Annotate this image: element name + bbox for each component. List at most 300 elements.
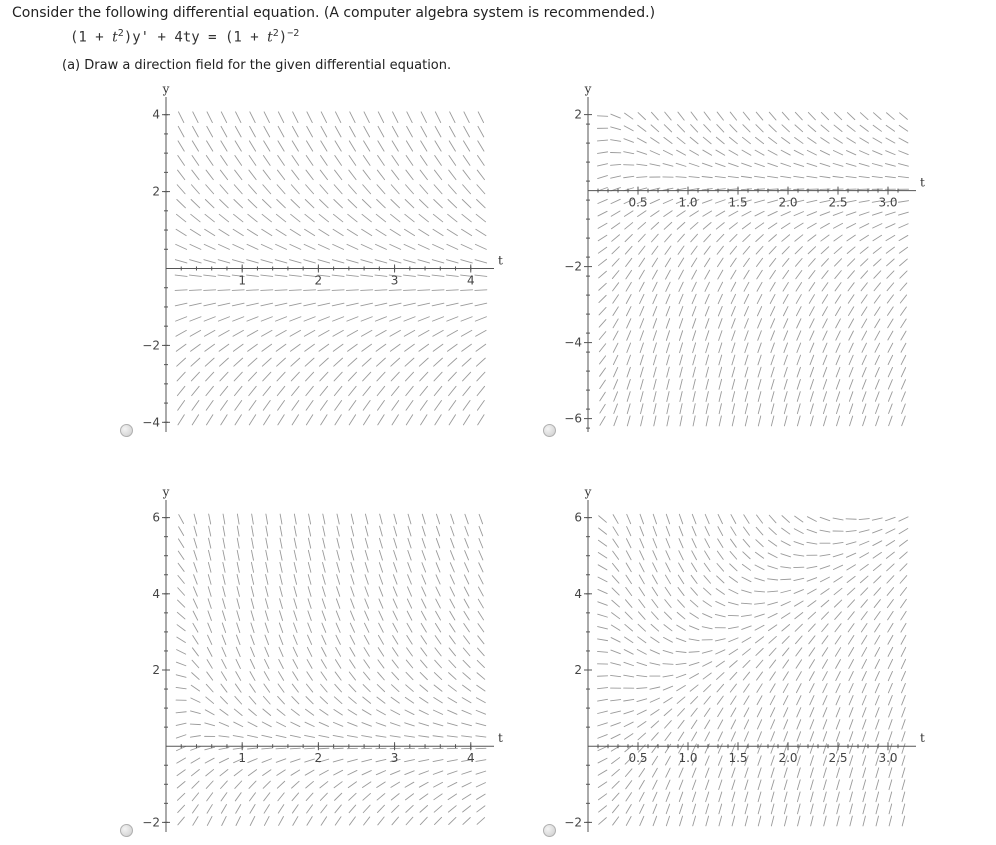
- slope-segment: [599, 320, 606, 328]
- slope-segment: [745, 319, 749, 329]
- slope-segment: [407, 611, 412, 620]
- slope-segment: [191, 747, 201, 751]
- slope-segment: [306, 386, 314, 395]
- slope-segment: [597, 152, 607, 154]
- slope-segment: [375, 317, 386, 321]
- slope-segment: [637, 164, 647, 165]
- slope-segment: [755, 603, 765, 604]
- option-a-plot: [142, 82, 503, 440]
- slope-segment: [730, 112, 736, 120]
- slope-segment: [279, 647, 283, 656]
- slope-segment: [730, 551, 737, 559]
- slope-segment: [598, 553, 607, 559]
- slope-segment: [637, 138, 646, 143]
- slope-segment: [850, 816, 852, 826]
- slope-segment: [823, 404, 826, 414]
- slope-segment: [850, 804, 853, 814]
- slope-segment: [807, 200, 817, 202]
- slope-segment: [849, 671, 853, 680]
- slope-segment: [192, 648, 198, 656]
- slope-segment: [862, 647, 867, 656]
- slope-segment: [263, 770, 271, 776]
- slope-segment: [718, 306, 722, 315]
- slope-segment: [349, 805, 356, 813]
- slope-segment: [464, 599, 469, 608]
- slope-segment: [613, 295, 619, 303]
- slope-segment: [337, 575, 340, 585]
- slope-segment: [293, 112, 298, 123]
- slope-segment: [190, 229, 200, 235]
- slope-segment: [235, 793, 241, 801]
- slope-segment: [717, 673, 724, 680]
- slope-segment: [265, 647, 269, 656]
- slope-segment: [377, 782, 386, 787]
- slope-segment: [639, 258, 645, 267]
- slope-segment: [264, 415, 270, 425]
- slope-segment: [771, 732, 775, 741]
- slope-segment: [598, 565, 607, 570]
- slope-segment: [176, 330, 186, 336]
- slope-segment: [850, 744, 853, 754]
- slope-segment: [304, 260, 316, 263]
- slope-segment: [651, 624, 659, 631]
- slope-segment: [887, 599, 893, 607]
- slope-segment: [652, 768, 657, 777]
- slope-segment: [732, 367, 735, 377]
- slope-segment: [237, 574, 239, 584]
- slope-segment: [598, 602, 608, 606]
- slope-segment: [463, 660, 470, 667]
- slope-segment: [265, 611, 268, 621]
- slope-segment: [192, 141, 198, 151]
- slope-segment: [809, 648, 815, 656]
- slope-segment: [624, 662, 634, 665]
- slope-segment: [650, 687, 660, 689]
- slope-segment: [653, 294, 657, 303]
- slope-segment: [693, 804, 696, 814]
- slope-segment: [873, 224, 882, 228]
- slope-segment: [757, 270, 763, 279]
- x-tick-label: 0.5: [628, 195, 648, 210]
- slope-segment: [745, 404, 747, 414]
- slope-segment: [321, 684, 328, 692]
- slope-segment: [436, 551, 440, 560]
- slope-segment: [461, 303, 473, 306]
- slope-segment: [771, 343, 775, 353]
- slope-segment: [308, 599, 311, 609]
- slope-segment: [294, 550, 296, 560]
- slope-segment: [612, 563, 618, 571]
- slope-segment: [434, 185, 442, 194]
- slope-segment: [887, 271, 894, 278]
- slope-segment: [391, 771, 400, 775]
- slope-segment: [419, 344, 429, 351]
- slope-segment: [836, 367, 840, 377]
- slope-segment: [219, 344, 229, 351]
- slope-segment: [307, 660, 312, 669]
- slope-segment: [715, 176, 725, 177]
- slope-segment: [392, 672, 399, 680]
- slope-segment: [820, 577, 829, 582]
- slope-segment: [797, 392, 800, 402]
- slope-segment: [862, 683, 866, 692]
- slope-segment: [666, 816, 669, 826]
- slope-segment: [807, 589, 816, 594]
- slope-segment: [334, 697, 342, 704]
- slope-segment: [449, 673, 456, 680]
- slope-segment: [640, 294, 644, 303]
- slope-segment: [378, 126, 384, 137]
- slope-segment: [278, 400, 285, 410]
- slope-segment: [850, 756, 853, 766]
- option-a-radio[interactable]: [120, 424, 133, 437]
- slope-segment: [177, 372, 185, 381]
- slope-segment: [677, 625, 686, 630]
- slope-segment: [234, 358, 243, 366]
- slope-segment: [889, 792, 892, 802]
- slope-segment: [795, 235, 803, 241]
- slope-segment: [743, 649, 751, 655]
- slope-segment: [476, 330, 486, 336]
- slope-segment: [278, 141, 284, 151]
- slope-segment: [783, 672, 788, 681]
- slope-segment: [320, 793, 327, 800]
- slope-segment: [462, 783, 471, 787]
- slope-segment: [305, 735, 315, 737]
- slope-segment: [902, 695, 906, 704]
- slope-segment: [446, 303, 458, 306]
- slope-segment: [378, 648, 383, 657]
- slope-segment: [703, 673, 711, 679]
- slope-segment: [349, 793, 356, 800]
- slope-segment: [276, 344, 286, 351]
- slope-segment: [808, 612, 815, 619]
- slope-segment: [886, 138, 895, 143]
- slope-segment: [889, 695, 893, 704]
- slope-segment: [220, 769, 228, 775]
- slope-segment: [237, 599, 240, 609]
- slope-segment: [275, 260, 287, 263]
- slope-segment: [189, 275, 201, 276]
- slope-segment: [834, 247, 842, 254]
- slope-segment: [758, 756, 761, 766]
- slope-segment: [664, 697, 673, 702]
- slope-segment: [835, 259, 842, 266]
- slope-segment: [771, 392, 774, 402]
- slope-segment: [335, 793, 342, 800]
- slope-segment: [770, 660, 776, 668]
- slope-segment: [808, 125, 816, 132]
- slope-segment: [377, 386, 385, 395]
- slope-segment: [834, 235, 842, 241]
- slope-segment: [678, 600, 685, 607]
- slope-segment: [729, 223, 737, 229]
- slope-segment: [262, 735, 272, 737]
- slope-segment: [391, 710, 400, 715]
- slope-segment: [475, 317, 486, 321]
- slope-segment: [692, 294, 696, 303]
- slope-segment: [279, 623, 282, 633]
- slope-segment: [679, 294, 683, 303]
- slope-segment: [450, 563, 454, 572]
- slope-segment: [599, 295, 606, 302]
- slope-segment: [306, 793, 313, 801]
- slope-segment: [390, 317, 401, 321]
- slope-segment: [771, 379, 774, 389]
- slope-segment: [420, 386, 428, 395]
- slope-segment: [289, 303, 301, 306]
- slope-segment: [320, 709, 328, 715]
- slope-segment: [193, 126, 199, 137]
- slope-segment: [392, 126, 398, 137]
- slope-segment: [611, 675, 621, 676]
- slope-segment: [824, 780, 827, 790]
- slope-segment: [757, 672, 763, 680]
- slope-segment: [666, 804, 669, 814]
- slope-segment: [308, 562, 311, 572]
- option-c-radio[interactable]: [120, 824, 133, 837]
- slope-segment: [233, 244, 244, 249]
- slope-segment: [781, 554, 791, 557]
- slope-segment: [624, 734, 632, 740]
- slope-segment: [597, 651, 607, 652]
- slope-segment: [637, 688, 647, 689]
- slope-segment: [704, 576, 711, 584]
- slope-segment: [875, 355, 879, 364]
- slope-segment: [640, 367, 643, 377]
- slope-segment: [703, 588, 710, 595]
- slope-segment: [667, 379, 669, 389]
- slope-segment: [689, 662, 699, 665]
- slope-segment: [176, 712, 186, 713]
- slope-segment: [888, 343, 893, 352]
- slope-segment: [464, 575, 468, 584]
- slope-segment: [653, 355, 656, 365]
- slope-segment: [205, 199, 214, 207]
- slope-segment: [663, 164, 673, 167]
- slope-segment: [419, 736, 429, 737]
- slope-segment: [334, 199, 343, 207]
- slope-segment: [337, 550, 340, 560]
- slope-segment: [758, 343, 761, 353]
- slope-segment: [797, 319, 801, 328]
- slope-segment: [886, 529, 895, 533]
- slope-segment: [612, 271, 619, 279]
- slope-segment: [207, 141, 213, 151]
- slope-segment: [206, 769, 214, 775]
- slope-segment: [221, 112, 226, 123]
- slope-segment: [860, 138, 869, 143]
- slope-segment: [704, 563, 710, 571]
- slope-segment: [221, 141, 227, 151]
- slope-segment: [421, 126, 427, 137]
- slope-segment: [448, 710, 457, 714]
- slope-segment: [479, 514, 482, 524]
- slope-segment: [637, 177, 647, 178]
- slope-segment: [420, 660, 427, 668]
- slope-segment: [266, 574, 268, 584]
- slope-segment: [732, 379, 735, 389]
- slope-segment: [758, 780, 761, 790]
- slope-segment: [783, 648, 789, 656]
- slope-segment: [679, 331, 682, 341]
- slope-segment: [679, 792, 682, 802]
- slope-segment: [346, 275, 358, 276]
- slope-segment: [742, 577, 751, 582]
- slope-segment: [742, 137, 750, 143]
- slope-segment: [194, 575, 198, 584]
- slope-segment: [873, 541, 882, 546]
- slope-segment: [782, 258, 788, 266]
- slope-segment: [796, 672, 801, 681]
- slope-segment: [293, 659, 298, 668]
- option-b-radio[interactable]: [543, 424, 556, 437]
- slope-segment: [420, 697, 428, 703]
- slope-segment: [862, 367, 866, 376]
- slope-segment: [219, 736, 229, 737]
- slope-segment: [691, 563, 696, 572]
- slope-segment: [784, 331, 788, 340]
- slope-segment: [770, 270, 776, 279]
- slope-segment: [641, 404, 644, 414]
- slope-segment: [898, 201, 908, 203]
- slope-segment: [348, 759, 358, 762]
- slope-segment: [290, 244, 301, 249]
- slope-segment: [264, 684, 270, 692]
- slope-segment: [205, 344, 215, 351]
- slope-segment: [703, 223, 711, 230]
- slope-segment: [433, 710, 442, 714]
- slope-segment: [795, 624, 802, 631]
- slope-segment: [205, 229, 215, 235]
- slope-segment: [666, 563, 671, 572]
- y-axis-label: y: [584, 82, 592, 96]
- slope-segment: [850, 416, 853, 426]
- slope-segment: [758, 416, 760, 426]
- slope-segment: [277, 722, 286, 727]
- slope-segment: [479, 526, 483, 535]
- slope-segment: [476, 358, 485, 366]
- slope-segment: [863, 804, 866, 814]
- slope-segment: [304, 317, 315, 321]
- slope-segment: [705, 306, 709, 316]
- slope-segment: [477, 386, 485, 395]
- slope-segment: [676, 177, 686, 178]
- slope-segment: [705, 756, 709, 765]
- y-tick-label: 4: [574, 586, 582, 601]
- x-tick-label: 4: [466, 273, 475, 288]
- slope-segment: [754, 189, 764, 190]
- slope-segment: [406, 805, 413, 812]
- slope-segment: [377, 710, 386, 715]
- slope-segment: [250, 684, 256, 692]
- slope-segment: [219, 758, 228, 762]
- slope-segment: [447, 344, 457, 351]
- slope-segment: [249, 141, 255, 151]
- slope-segment: [640, 331, 644, 341]
- slope-segment: [450, 611, 455, 620]
- slope-segment: [822, 295, 827, 304]
- slope-segment: [810, 780, 813, 790]
- slope-segment: [222, 611, 225, 621]
- slope-segment: [422, 587, 426, 596]
- slope-segment: [640, 343, 643, 353]
- slope-segment: [376, 759, 386, 761]
- slope-segment: [223, 599, 226, 609]
- slope-segment: [653, 526, 657, 536]
- slope-segment: [347, 317, 358, 321]
- slope-segment: [404, 229, 414, 235]
- slope-segment: [206, 155, 213, 165]
- slope-segment: [265, 599, 268, 609]
- slope-segment: [900, 283, 907, 291]
- slope-segment: [598, 614, 608, 617]
- slope-segment: [742, 211, 751, 216]
- slope-segment: [624, 139, 634, 143]
- slope-segment: [784, 319, 788, 328]
- slope-segment: [599, 806, 607, 812]
- slope-segment: [888, 635, 893, 644]
- slope-segment: [757, 720, 761, 729]
- slope-segment: [889, 804, 892, 814]
- slope-segment: [758, 768, 761, 778]
- slope-segment: [771, 780, 774, 790]
- slope-segment: [394, 550, 397, 560]
- slope-segment: [876, 780, 879, 790]
- slope-segment: [693, 343, 696, 353]
- slope-segment: [743, 660, 750, 667]
- slope-segment: [436, 538, 439, 548]
- x-axis-label: t: [920, 175, 925, 190]
- slope-segment: [264, 816, 269, 825]
- slope-segment: [886, 247, 894, 253]
- slope-segment: [478, 141, 484, 151]
- option-d-radio[interactable]: [543, 824, 556, 837]
- slope-segment: [836, 343, 840, 352]
- slope-segment: [376, 723, 386, 726]
- slope-segment: [820, 566, 830, 569]
- slope-segment: [305, 759, 315, 762]
- slope-segment: [432, 275, 444, 276]
- slope-segment: [875, 380, 879, 389]
- slope-segment: [822, 660, 827, 669]
- slope-segment: [475, 244, 486, 249]
- slope-segment: [220, 386, 228, 395]
- slope-segment: [810, 720, 814, 729]
- slope-segment: [449, 170, 456, 180]
- slope-segment: [392, 155, 399, 165]
- slope-segment: [744, 696, 749, 705]
- slope-segment: [731, 732, 735, 741]
- slope-segment: [479, 539, 483, 548]
- slope-segment: [821, 600, 829, 607]
- slope-segment: [872, 164, 882, 167]
- slope-segment: [902, 416, 906, 426]
- slope-segment: [836, 672, 841, 681]
- slope-segment: [292, 793, 299, 801]
- slope-segment: [679, 282, 683, 291]
- slope-segment: [262, 748, 272, 749]
- slope-segment: [639, 282, 644, 291]
- slope-segment: [207, 647, 212, 656]
- slope-segment: [797, 367, 800, 377]
- x-axis-label: t: [498, 731, 503, 746]
- slope-segment: [263, 372, 271, 381]
- slope-segment: [306, 697, 313, 704]
- slope-segment: [810, 355, 814, 365]
- slope-segment: [598, 794, 606, 800]
- slope-segment: [794, 189, 804, 190]
